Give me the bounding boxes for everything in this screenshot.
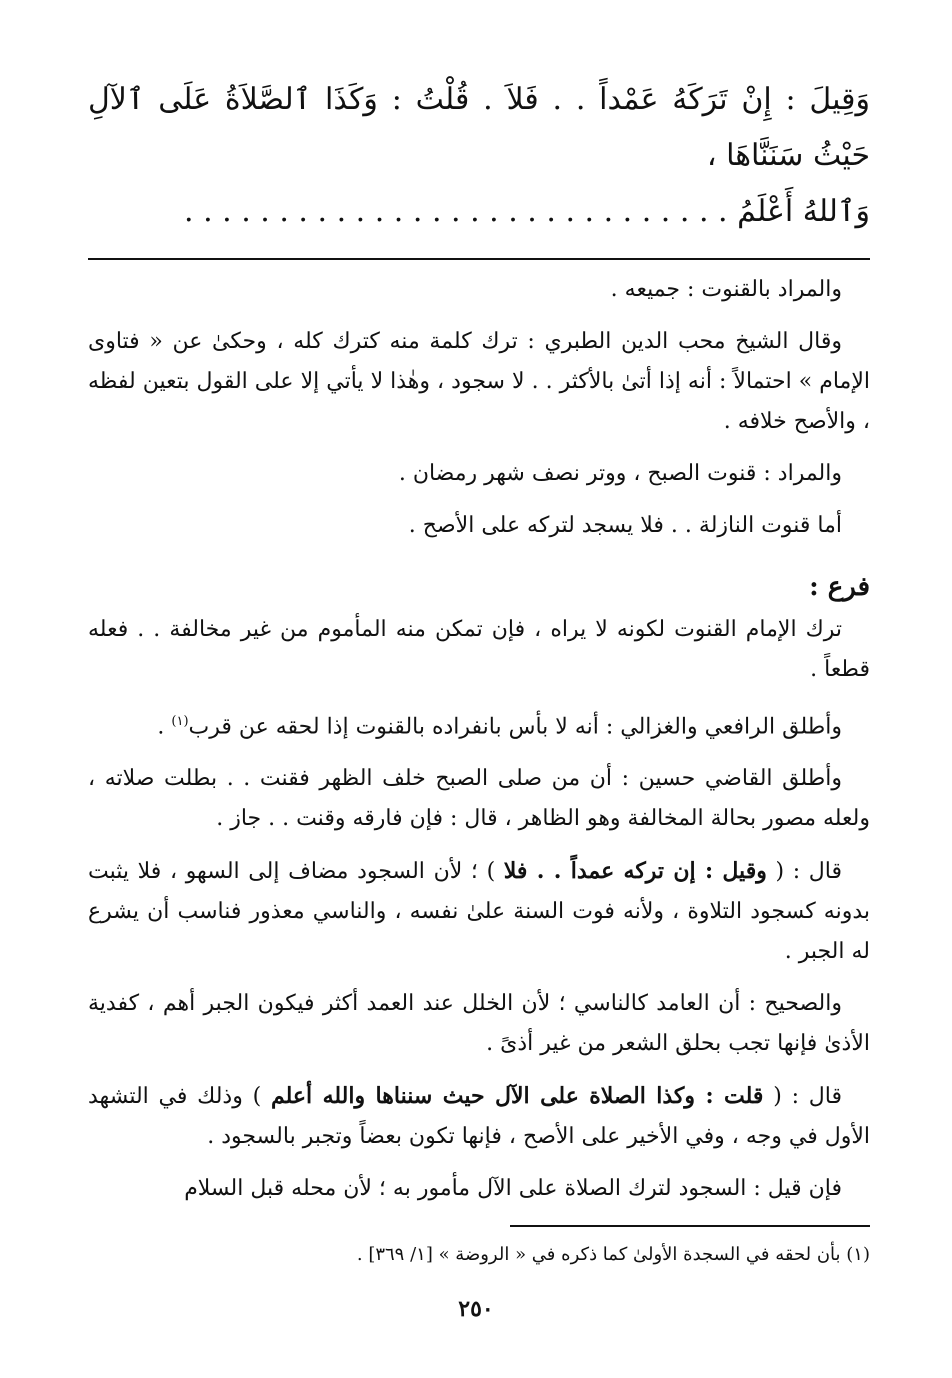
paragraph: والمراد : قنوت الصبح ، ووتر نصف شهر رمضان . — [398, 461, 842, 486]
matn-line-1: وَقِيلَ : إِنْ تَرَكَهُ عَمْداً . . فَلاَ . قُلْتُ : وَكَذَا ٱلصَّلاَةُ عَلَى ٱلآلِ حَيْثُ سَنَنَّاهَا ، — [88, 82, 870, 173]
matn-divider — [88, 258, 870, 260]
paragraph-end: . — [157, 714, 172, 740]
footnote-ref: (١) — [171, 714, 189, 729]
footnote-divider — [510, 1225, 870, 1227]
paragraph-lead: قال : ( — [766, 859, 842, 885]
paragraph-text: ) وذلك في التشهد الأول في وجه ، وفي الأخير على الأصح ، فإنها تكون بعضاً وتجبر بالسجود . — [88, 1084, 870, 1150]
paragraph: وقال الشيخ محب الدين الطبري : ترك كلمة منه كترك كله ، وحكىٰ عن « فتاوى الإمام » احتمالاً : أنه إذا أتىٰ بالأكثر . . لا سجود ، وهٰذا لا يأتي إلا على القول بتعين لفظه ، والأصح خلافه . — [88, 329, 870, 434]
matn-dots: . . . . . . . . . . . . . . . . . . . . . . . . . . . . . — [184, 194, 728, 229]
matn-text — [88, 72, 870, 240]
paragraph: فإن قيل : السجود لترك الصلاة على الآل مأمور به ؛ لأن محله قبل السلام — [184, 1176, 842, 1202]
paragraph: والصحيح : أن العامد كالناسي ؛ لأن الخلل عند العمد أكثر فيكون الجبر أهم ، كفدية الأذىٰ فإنها تجب بحلق الشعر من غير أذىً . — [88, 991, 870, 1057]
paragraph-lead: قال : ( — [763, 1084, 842, 1110]
paragraph: والمراد بالقنوت : جميعه . — [610, 277, 842, 302]
section-heading: فرع : — [809, 572, 870, 602]
page-number: ٢٥٠ — [458, 1296, 494, 1322]
matn-quote: قلت : وكذا الصلاة على الآل حيث سنناها والله أعلم — [270, 1083, 764, 1110]
paragraph: وأطلق القاضي حسين : أن من صلى الصبح خلف الظهر فقنت . . بطلت صلاته ، ولعله مصور بحالة المخالفة وهو الظاهر ، قال : فإن فارقه وقنت . . جاز . — [88, 766, 870, 832]
matn-line-2 — [88, 184, 870, 240]
paragraph: ترك الإمام القنوت لكونه لا يراه ، فإن تمكن منه المأموم من غير مخالفة . . فعله قطعاً . — [88, 617, 870, 682]
matn-quote: وقيل : إن تركه عمداً . . فلا — [503, 858, 767, 885]
paragraph: أما قنوت النازلة . . فلا يسجد لتركه على الأصح . — [408, 513, 842, 538]
paragraph — [88, 1076, 870, 1157]
matn-closing: وَٱللهُ أَعْلَمُ — [737, 194, 870, 229]
footnote: (١) بأن لحقه في السجدة الأولىٰ كما ذكره في « الروضة » [١/ ٣٦٩] . — [356, 1244, 870, 1266]
paragraph — [88, 702, 870, 747]
paragraph-text: ) ؛ لأن السجود مضاف إلى السهو ، فلا يثبت بدونه كسجود التلاوة ، ولأنه فوت السنة علىٰ نفسه ، والناسي معذور فناسب أن يشرع له الجبر . — [88, 859, 870, 965]
paragraph-text: وأطلق الرافعي والغزالي : أنه لا بأس بانفراده بالقنوت إذا لحقه عن قرب — [188, 714, 842, 740]
paragraph — [88, 851, 870, 972]
